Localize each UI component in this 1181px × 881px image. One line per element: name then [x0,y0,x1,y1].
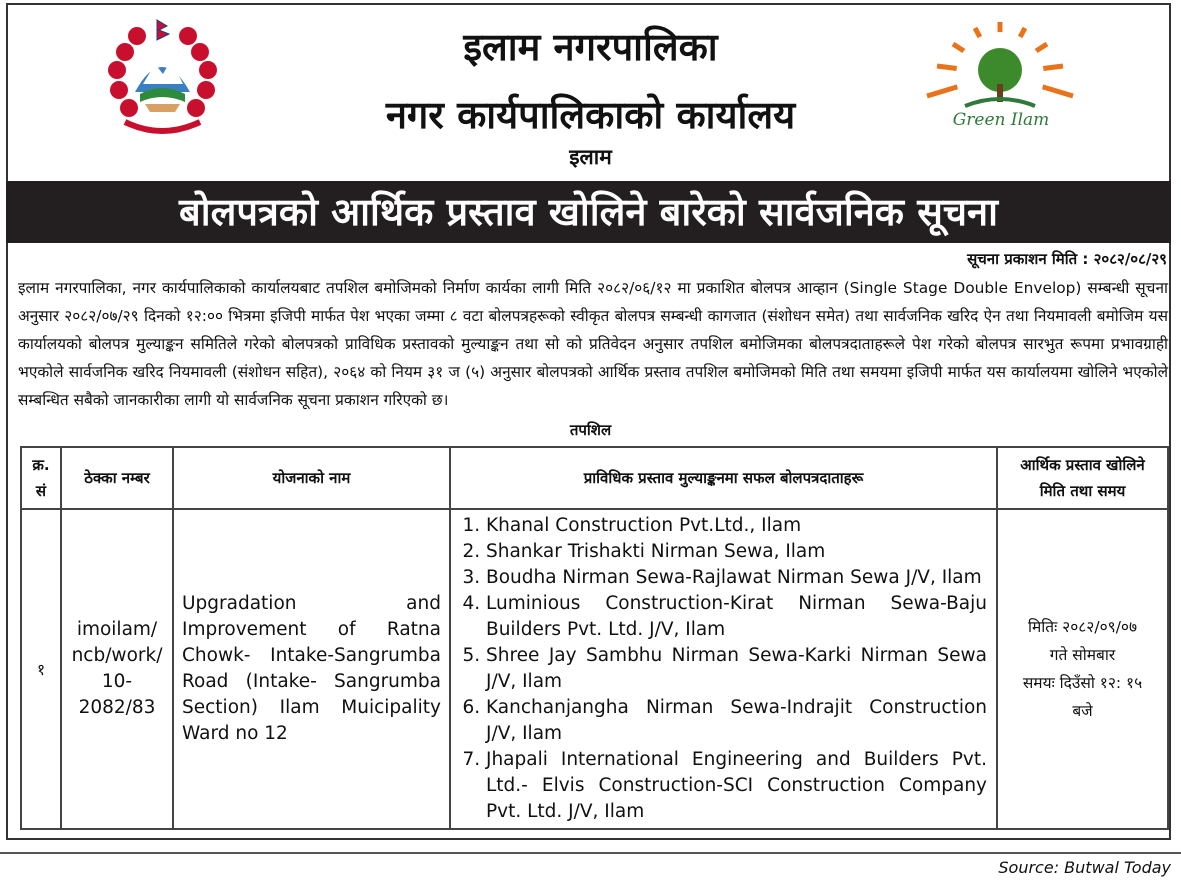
source-credit: Source: Butwal Today [998,858,1171,877]
row-contract-no: imoilam/ ncb/work/ 10- 2082/83 [61,509,173,829]
header-contract-no: ठेक्का नम्बर [61,447,173,509]
list-item: 4. Luminious Construction-Kirat Nirman Sewa-Baju Builders Pvt. Ltd. J/V, Ilam [486,591,987,643]
header-bidders: प्राविधिक प्रस्ताव मुल्याङ्कनमा सफल बोलपत्रदाताहरू [450,447,997,509]
list-item: 5. Shree Jay Sambhu Nirman Sewa-Karki Nirman Sewa J/V, Ilam [486,643,987,695]
divider [0,852,1181,854]
logo-text: Green Ilam [952,110,1050,130]
office-title: नगर कार्यपालिकाको कार्यालय [385,93,796,137]
list-item: 2. Shankar Trishakti Nirman Sewa, Ilam [486,539,987,565]
table-row [21,509,1168,829]
table-header-row [21,447,1168,509]
row-opening-date: मितिः २०८२/०९/०७ गते सोमबार समयः दिउँसो १२: १५ बजे [997,509,1168,829]
table-caption: तपशिल [569,421,612,439]
row-sn: १ [21,509,61,829]
list-item: 3. Boudha Nirman Sewa-Rajlawat Nirman Sewa J/V, Ilam [486,565,987,591]
header-project-name: योजनाको नाम [173,447,450,509]
header-opening-date: आर्थिक प्रस्ताव खोलिने मिति तथा समय [997,447,1168,509]
bidders-list [452,513,995,825]
office-location: इलाम [569,145,612,169]
row-project-name: Upgradation and Improvement of Ratna Chowk- Intake-Sangrumba Road (Intake- Sangrumba Section) Ilam Muicipality Ward no 12 [173,509,450,829]
details-table [20,446,1169,830]
header-sn: क्र. सं [21,447,61,509]
publication-date: सूचना प्रकाशन मिति : २०८२/०८/२९ [967,250,1167,268]
list-item: 7. Jhapali International Engineering and Builders Pvt. Ltd.- Elvis Construction-SCI Construction Company Pvt. Ltd. J/V, Ilam [486,747,987,825]
notice-body: इलाम नगरपालिका, नगर कार्यपालिकाको कार्यालयबाट तपशिल बमोजिमको निर्माण कार्यका लागी मिति २०८२/०६/१२ मा प्रकाशित बोलपत्र आव्हान (Single Stage Double Envelop) सम्बन्धी सूचना अनुसार २०८२/०७/२९ दिनको १२:०० भित्रमा इजिपी मार्फत पेश भएका जम्मा ८ वटा बोलपत्रहरूको स्वीकृत बोलपत्र सम्बन्धी कागजात (संशोधन समेत) तथा सार्वजनिक खरिद ऐन तथा नियमावली बमोजिम यस कार्यालयको बोलपत्र मुल्याङ्कन समितिले गरेको बोलपत्रको प्राविधिक प्रस्तावको मुल्याङ्कन तथा सो को प्रतिवेदन अनुसार तपशिल बमोजिमका बोलपत्रदाताहरूले पेश गरेको बोलपत्र सारभुत रूपमा प्रभावग्राही भएकोले सार्वजनिक खरिद नियमावली (संशोधन सहित), २०६४ को नियम ३१ ज (५) अनुसार बोलपत्रको आर्थिक प्रस्ताव तपशिल बमोजिमको मिति तथा समयमा इजिपी मार्फत यस कार्यालयमा खोलिने भएकोले सम्बन्धित सबैको जानकारीका लागी यो सार्वजनिक सूचना प्रकाशन गरिएको छ। [18,279,1168,409]
notice-title: बोलपत्रको आर्थिक प्रस्ताव खोलिने बारेको सार्वजनिक सूचना [179,190,998,234]
office-name: इलाम नगरपालिका [463,25,718,69]
list-item: 6. Kanchanjangha Nirman Sewa-Indrajit Construction J/V, Ilam [486,695,987,747]
row-bidders [450,509,997,829]
notice-banner [6,181,1171,243]
list-item: 1. Khanal Construction Pvt.Ltd., Ilam [486,513,987,539]
